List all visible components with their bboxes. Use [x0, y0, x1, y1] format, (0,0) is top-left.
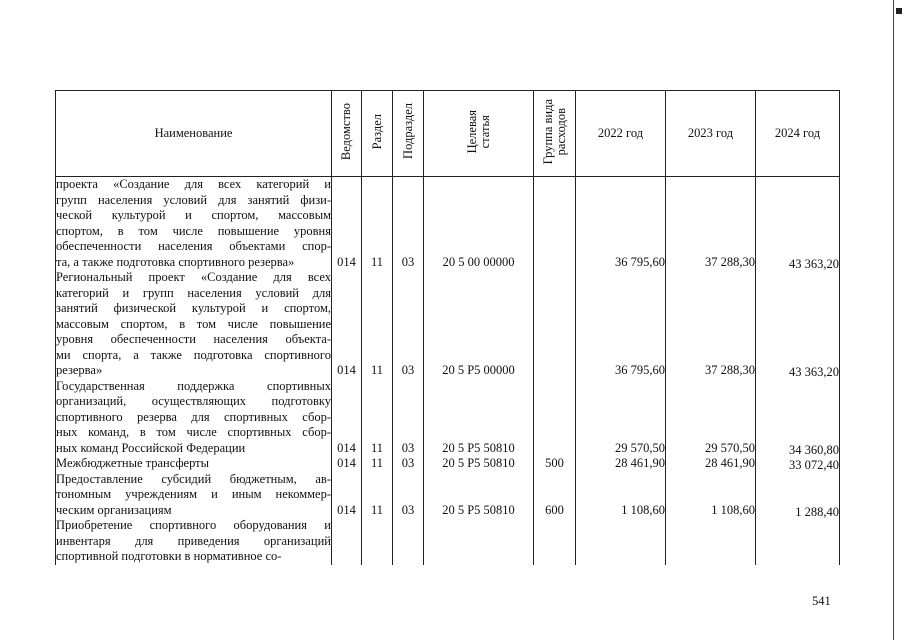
row-2024-value: 34 360,80: [789, 442, 839, 457]
table-body: [56, 177, 840, 565]
row-section-cell: [362, 518, 393, 565]
page-number: 541: [812, 594, 831, 608]
col-header-subsection: Подраздел: [393, 91, 424, 177]
row-2024-cell: [756, 456, 840, 472]
table-row: [56, 270, 840, 379]
row-name-line: обеспеченности населения объектами спор-: [56, 239, 331, 253]
row-2023-cell: 37 288,30: [666, 177, 756, 271]
row-name-cell: [56, 518, 332, 565]
col-header-name: Наименование: [56, 91, 332, 177]
row-name-line: организаций, осуществляющих подготовку: [56, 394, 331, 408]
row-2024-cell: [756, 270, 840, 379]
row-name-line: групп населения условий для занятий физи-: [56, 192, 331, 207]
row-name-line: занятий физической культурой и спортом,: [56, 301, 331, 315]
row-2022-cell: 36 795,60: [576, 270, 666, 379]
row-name-cell: [56, 270, 332, 379]
row-2022-cell: 28 461,90: [576, 456, 666, 472]
row-subsection-cell: 03: [393, 456, 424, 472]
table-row: [56, 518, 840, 565]
row-name-line: ческой культурой и спортом, массовым: [56, 208, 331, 222]
row-name-line: проекта «Создание для всех категорий и: [56, 177, 331, 191]
row-dept-cell: 014: [332, 456, 362, 472]
row-section-cell: 11: [362, 456, 393, 472]
row-name-cell: [56, 379, 332, 457]
row-subsection-cell: 03: [393, 177, 424, 271]
row-2024-cell: [756, 472, 840, 519]
row-target-cell: 20 5 P5 00000: [424, 270, 534, 379]
table-row: [56, 379, 840, 457]
row-2024-value: 1 288,40: [795, 504, 839, 519]
row-2024-cell: [756, 379, 840, 457]
table-row: [56, 472, 840, 519]
row-name-line: резерва»: [56, 363, 103, 377]
row-2023-cell: 29 570,50: [666, 379, 756, 457]
row-target-cell: 20 5 00 00000: [424, 177, 534, 271]
row-name-line: ных команд, в том числе спортивных сбор-: [56, 425, 331, 439]
row-subsection-cell: 03: [393, 472, 424, 519]
row-name-line: спортивной подготовки в нормативное со-: [56, 549, 282, 563]
col-header-section: Раздел: [362, 91, 393, 177]
row-target-cell: 20 5 P5 50810: [424, 472, 534, 519]
row-dept-cell: 014: [332, 379, 362, 457]
row-name-line: категорий и групп населения условий для: [56, 285, 331, 300]
col-header-2024: 2024 год: [756, 91, 840, 177]
row-name-line: массовым спортом, в том числе повышение: [56, 316, 331, 331]
row-2023-cell: 1 108,60: [666, 472, 756, 519]
table-header-row: [56, 91, 840, 177]
row-2024-value: 43 363,20: [789, 365, 839, 379]
row-dept-cell: 014: [332, 472, 362, 519]
row-name-cell: [56, 472, 332, 519]
row-name-line: ми спорта, а также подготовка спортивного: [56, 347, 331, 362]
col-header-2023: 2023 год: [666, 91, 756, 177]
row-name-cell: [56, 177, 332, 271]
row-2024-value: 43 363,20: [789, 256, 839, 271]
row-expense-group-cell: [534, 177, 576, 271]
row-name-line: Межбюджетные трансферты: [56, 456, 210, 470]
row-section-cell: 11: [362, 177, 393, 271]
row-target-cell: [424, 518, 534, 565]
row-subsection-cell: [393, 518, 424, 565]
row-expense-group-cell: [534, 518, 576, 565]
row-section-cell: 11: [362, 379, 393, 457]
table-row: [56, 456, 840, 472]
row-name-line: ных команд Российской Федерации: [56, 440, 246, 455]
row-subsection-cell: 03: [393, 270, 424, 379]
row-target-cell: 20 5 P5 50810: [424, 379, 534, 457]
row-target-cell: 20 5 P5 50810: [424, 456, 534, 472]
row-expense-group-cell: 600: [534, 472, 576, 519]
col-header-dept: Ведомство: [332, 91, 362, 177]
row-name-line: спортивного резерва для спортивных сбор-: [56, 409, 331, 424]
row-section-cell: 11: [362, 270, 393, 379]
row-section-cell: 11: [362, 472, 393, 519]
row-name-line: Региональный проект «Создание для всех: [56, 270, 331, 284]
col-header-expense-group: Группа вида расходов: [534, 91, 576, 177]
row-name-line: тономным учреждениям и иным некоммер-: [56, 487, 331, 501]
col-header-target: Целевая статья: [424, 91, 534, 177]
row-dept-cell: 014: [332, 270, 362, 379]
row-dept-cell: 014: [332, 177, 362, 271]
row-name-line: Государственная поддержка спортивных: [56, 378, 331, 393]
row-name-line: Предоставление субсидий бюджетным, ав-: [56, 471, 331, 486]
row-2022-cell: 36 795,60: [576, 177, 666, 271]
row-name-line: уровня обеспеченности населения объекта-: [56, 332, 331, 346]
row-2023-cell: 37 288,30: [666, 270, 756, 379]
table-row: [56, 177, 840, 271]
row-name-cell: [56, 456, 332, 472]
row-expense-group-cell: [534, 379, 576, 457]
row-2022-cell: [576, 518, 666, 565]
scan-edge-mark: [896, 8, 902, 14]
row-2022-cell: 29 570,50: [576, 379, 666, 457]
row-expense-group-cell: [534, 270, 576, 379]
row-2024-value: 33 072,40: [789, 458, 839, 472]
row-name-line: та, а также подготовка спортивного резерва»: [56, 254, 295, 269]
row-2024-cell: [756, 518, 840, 565]
row-2024-cell: [756, 177, 840, 271]
budget-table: [55, 90, 840, 565]
row-2022-cell: 1 108,60: [576, 472, 666, 519]
scan-edge-line: [893, 0, 894, 640]
row-name-line: Приобретение спортивного оборудования и: [56, 518, 331, 532]
row-dept-cell: [332, 518, 362, 565]
row-name-line: ческим организациям: [56, 502, 172, 517]
row-name-line: спортом, в том числе повышение уровня: [56, 223, 331, 238]
col-header-2022: 2022 год: [576, 91, 666, 177]
row-name-line: инвентаря для приведения организаций: [56, 533, 331, 548]
row-expense-group-cell: 500: [534, 456, 576, 472]
row-subsection-cell: 03: [393, 379, 424, 457]
row-2023-cell: [666, 518, 756, 565]
row-2023-cell: 28 461,90: [666, 456, 756, 472]
